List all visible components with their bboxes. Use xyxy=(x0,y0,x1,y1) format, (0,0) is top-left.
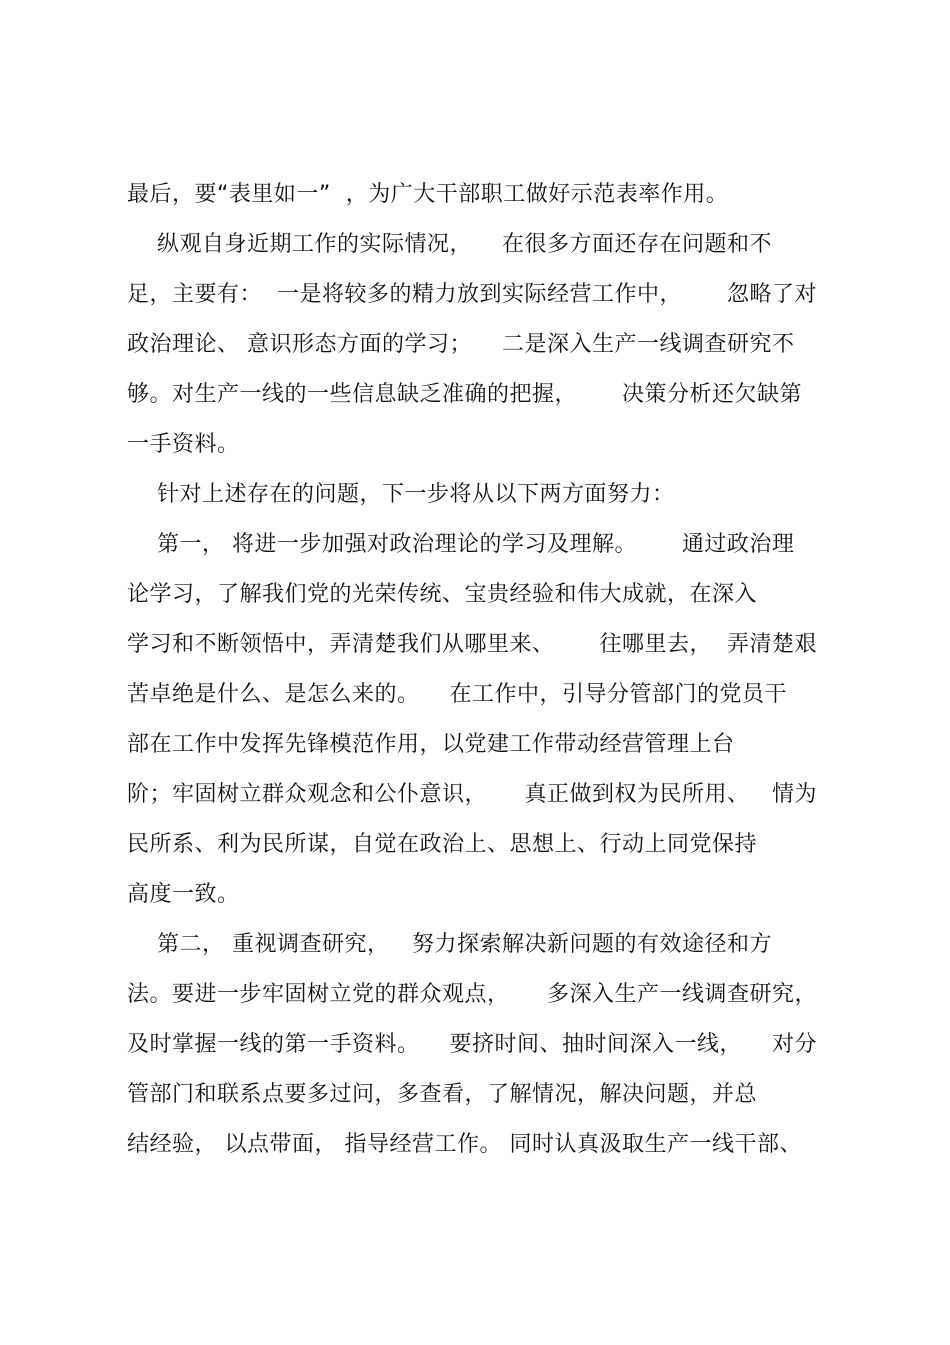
text-line: 论学习，了解我们党的光荣传统、宝贵经验和伟大成就，在深入 xyxy=(127,582,758,607)
text-line: 结经验， 以点带面， 指导经营工作。 同时认真汲取生产一线干部、 xyxy=(127,1132,802,1157)
text-line: 第一， 将进一步加强对政治理论的学习及理解。 通过政治理 xyxy=(127,532,795,557)
text-line: 管部门和联系点要多过问，多查看，了解情况，解决问题，并总 xyxy=(127,1082,758,1107)
text-line: 最后，要“表里如一” ，为广大干部职工做好示范表率作用。 xyxy=(127,182,729,207)
text-line: 民所系、利为民所谋，自觉在政治上、思想上、行动上同党保持 xyxy=(127,832,758,857)
text-line: 针对上述存在的问题，下一步将从以下两方面努力： xyxy=(127,482,675,507)
text-line: 法。要进一步牢固树立党的群众观点， 多深入生产一线调查研究， xyxy=(127,982,817,1007)
text-line: 部在工作中发挥先锋模范作用，以党建工作带动经营管理上台 xyxy=(127,732,735,757)
text-line: 一手资料。 xyxy=(127,432,240,457)
text-line: 纵观自身近期工作的实际情况， 在很多方面还存在问题和不 xyxy=(127,232,772,257)
text-line: 第二， 重视调查研究， 努力探索解决新问题的有效途径和方 xyxy=(127,932,772,957)
text-line: 够。对生产一线的一些信息缺乏准确的把握， 决策分析还欠缺第 xyxy=(127,382,802,407)
text-line: 高度一致。 xyxy=(127,882,240,907)
text-line: 阶；牢固树立群众观念和公仆意识， 真正做到权为民所用、 情为 xyxy=(127,782,817,807)
text-line: 足，主要有： 一是将较多的精力放到实际经营工作中， 忽略了对 xyxy=(127,282,817,307)
text-line: 政治理论、 意识形态方面的学习； 二是深入生产一线调查研究不 xyxy=(127,332,795,357)
text-line: 及时掌握一线的第一手资料。 要挤时间、抽时间深入一线， 对分 xyxy=(127,1032,817,1057)
text-line: 苦卓绝是什么、是怎么来的。 在工作中，引导分管部门的党员干 xyxy=(127,682,787,707)
text-line: 学习和不断领悟中，弄清楚我们从哪里来、 往哪里去， 弄清楚艰 xyxy=(127,632,817,657)
